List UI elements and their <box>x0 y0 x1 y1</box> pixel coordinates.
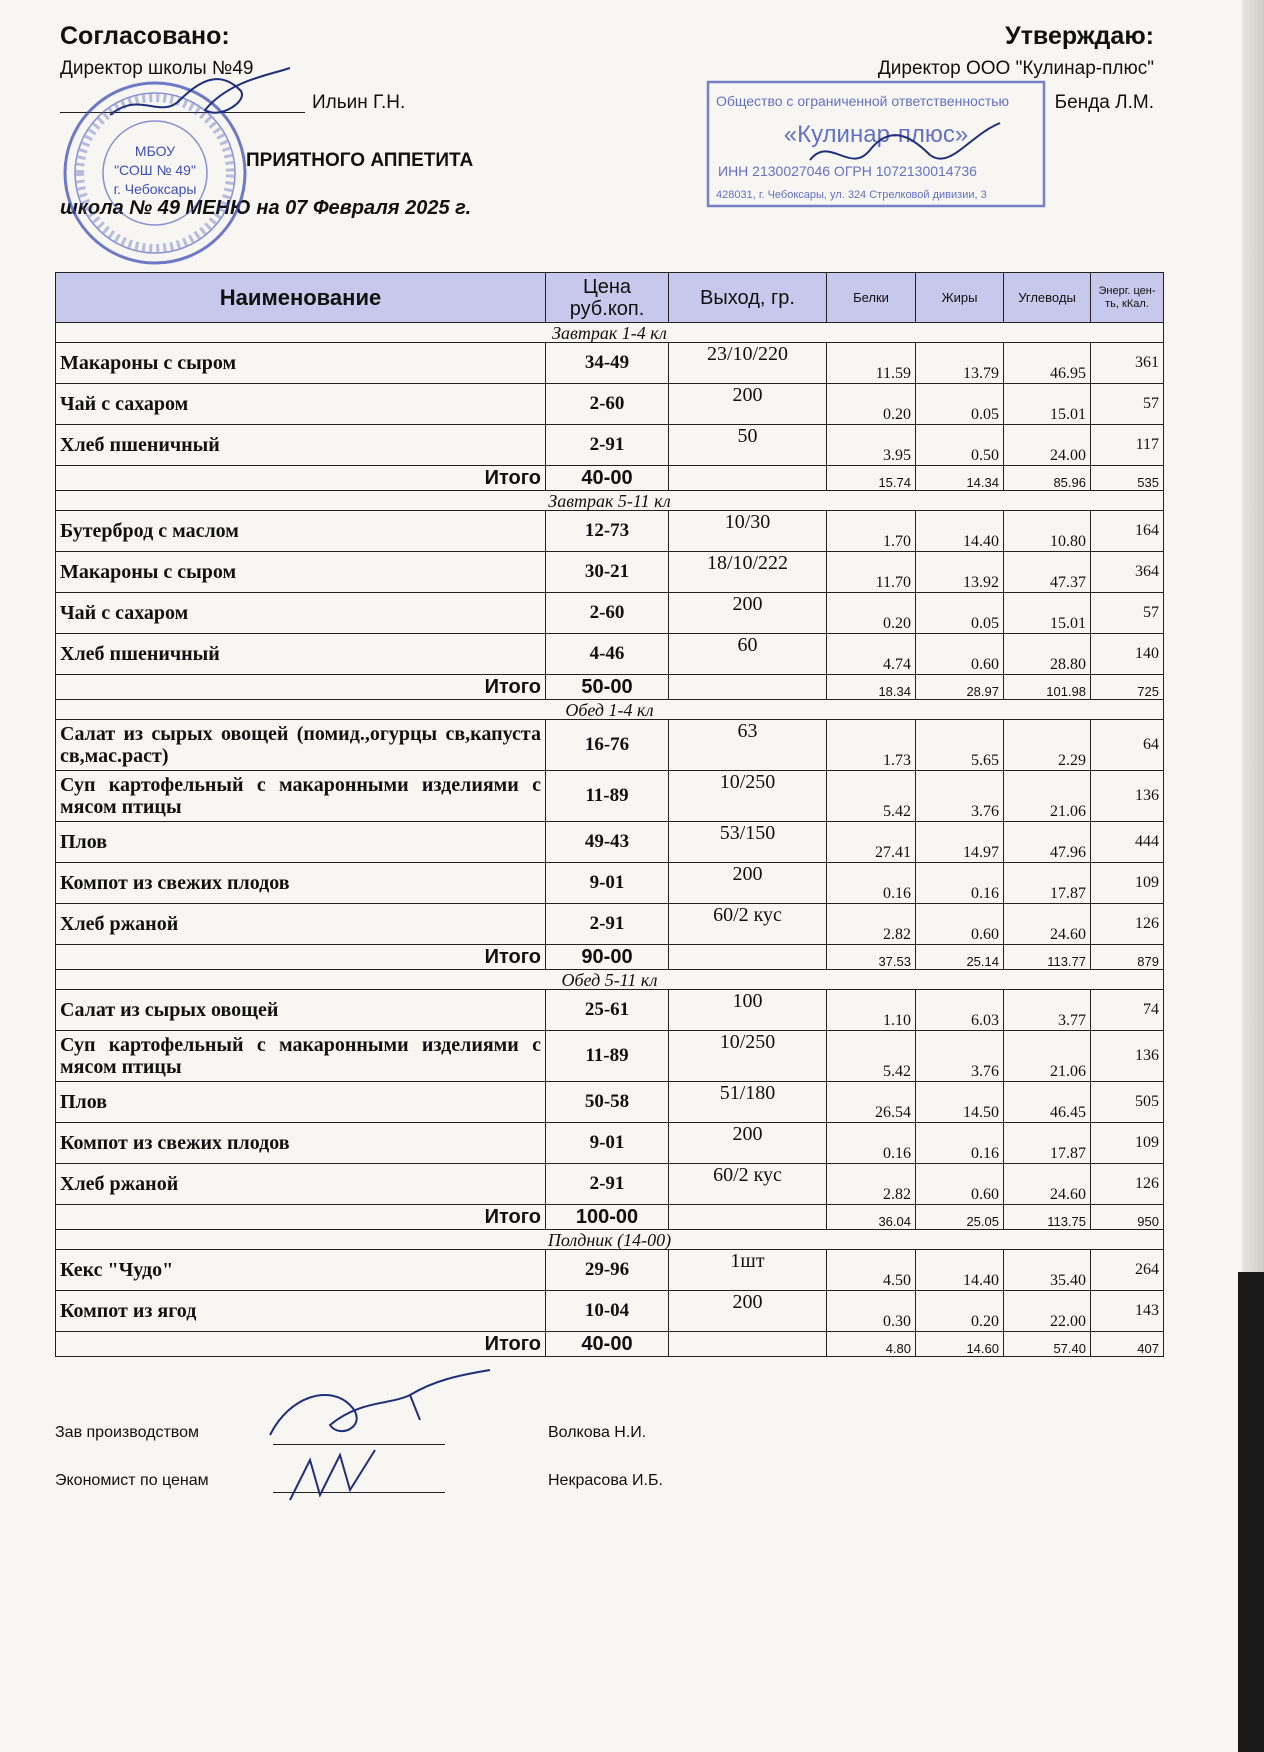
total-row <box>56 945 1164 970</box>
dish-price: 49-43 <box>546 822 669 863</box>
section-title: Полдник (14-00) <box>56 1230 1164 1250</box>
dish-fat: 0.20 <box>916 1291 1004 1332</box>
column-header-fat: Жиры <box>916 273 1004 323</box>
total-kcal: 950 <box>1091 1205 1164 1230</box>
company-director-name: Бенда Л.М. <box>1054 92 1154 113</box>
dish-name: Бутерброд с маслом <box>56 511 546 552</box>
dish-name: Компот из ягод <box>56 1291 546 1332</box>
dish-output: 60 <box>669 634 827 675</box>
company-stamp-name: «Кулинар-плюс» <box>783 121 969 148</box>
dish-carbs: 24.00 <box>1004 425 1091 466</box>
dish-price: 9-01 <box>546 863 669 904</box>
dish-price: 11-89 <box>546 1031 669 1082</box>
footer-row-economist <box>55 1472 209 1490</box>
dish-kcal: 57 <box>1091 384 1164 425</box>
table-row <box>56 1123 1164 1164</box>
dish-protein: 0.16 <box>827 1123 916 1164</box>
dish-fat: 14.50 <box>916 1082 1004 1123</box>
dish-output: 200 <box>669 593 827 634</box>
dish-name: Хлеб пшеничный <box>56 634 546 675</box>
stamp-line-1: МБОУ <box>134 143 176 159</box>
dish-carbs: 21.06 <box>1004 771 1091 822</box>
table-row <box>56 720 1164 771</box>
dish-fat: 14.40 <box>916 1250 1004 1291</box>
table-row <box>56 552 1164 593</box>
dish-name: Кекс "Чудо" <box>56 1250 546 1291</box>
dish-price: 34-49 <box>546 343 669 384</box>
dish-output: 10/250 <box>669 771 827 822</box>
school-director-name: Ильин Г.Н. <box>312 92 406 113</box>
dish-carbs: 46.95 <box>1004 343 1091 384</box>
total-fat: 14.60 <box>916 1332 1004 1357</box>
total-fat: 14.34 <box>916 466 1004 491</box>
company-director-label: Директор ООО "Кулинар-плюс" <box>877 58 1154 79</box>
dish-fat: 14.97 <box>916 822 1004 863</box>
dish-protein: 0.20 <box>827 384 916 425</box>
dish-fat: 14.40 <box>916 511 1004 552</box>
dish-output: 18/10/222 <box>669 552 827 593</box>
dish-fat: 13.92 <box>916 552 1004 593</box>
dish-output: 60/2 кус <box>669 904 827 945</box>
dish-output: 200 <box>669 863 827 904</box>
table-header-row <box>56 273 1164 323</box>
dish-protein: 26.54 <box>827 1082 916 1123</box>
total-price: 90-00 <box>546 945 669 970</box>
total-fat: 25.05 <box>916 1205 1004 1230</box>
dish-price: 2-60 <box>546 593 669 634</box>
school-director-label: Директор школы №49 <box>60 58 254 79</box>
dish-name: Плов <box>56 822 546 863</box>
dish-price: 10-04 <box>546 1291 669 1332</box>
menu-title: школа № 49 МЕНЮ на 07 Февраля 2025 г. <box>60 197 472 219</box>
total-carbs: 57.40 <box>1004 1332 1091 1357</box>
dish-price: 50-58 <box>546 1082 669 1123</box>
total-carbs: 101.98 <box>1004 675 1091 700</box>
dish-protein: 1.70 <box>827 511 916 552</box>
dish-fat: 0.50 <box>916 425 1004 466</box>
dish-fat: 5.65 <box>916 720 1004 771</box>
dish-price: 2-60 <box>546 384 669 425</box>
dish-fat: 3.76 <box>916 771 1004 822</box>
dish-price: 2-91 <box>546 425 669 466</box>
table-row <box>56 822 1164 863</box>
footer-row-production <box>55 1424 199 1442</box>
dish-fat: 0.60 <box>916 634 1004 675</box>
dish-output: 100 <box>669 990 827 1031</box>
table-row <box>56 1164 1164 1205</box>
dish-protein: 1.10 <box>827 990 916 1031</box>
dish-carbs: 24.60 <box>1004 904 1091 945</box>
column-header-protein: Белки <box>827 273 916 323</box>
dish-kcal: 109 <box>1091 863 1164 904</box>
section-title: Завтрак 5-11 кл <box>56 491 1164 511</box>
table-row <box>56 1250 1164 1291</box>
table-row <box>56 634 1164 675</box>
dish-kcal: 140 <box>1091 634 1164 675</box>
dish-price: 11-89 <box>546 771 669 822</box>
document-header <box>0 0 1264 270</box>
column-header-energy: Энерг. цен-ть, кКал. <box>1091 273 1164 323</box>
column-header-name: Наименование <box>56 273 546 323</box>
total-row <box>56 1205 1164 1230</box>
dish-price: 2-91 <box>546 904 669 945</box>
dish-carbs: 28.80 <box>1004 634 1091 675</box>
total-output-empty <box>669 1205 827 1230</box>
dish-name: Компот из свежих плодов <box>56 1123 546 1164</box>
section-row <box>56 491 1164 511</box>
economist-signature <box>280 1440 420 1510</box>
total-price: 50-00 <box>546 675 669 700</box>
dish-protein: 4.74 <box>827 634 916 675</box>
total-label: Итого <box>56 675 546 700</box>
total-price: 100-00 <box>546 1205 669 1230</box>
total-price: 40-00 <box>546 466 669 491</box>
dish-name: Макароны с сыром <box>56 552 546 593</box>
dish-name: Плов <box>56 1082 546 1123</box>
total-protein: 18.34 <box>827 675 916 700</box>
dish-carbs: 17.87 <box>1004 1123 1091 1164</box>
total-output-empty <box>669 466 827 491</box>
dish-name: Суп картофельный с макаронными изделиями с мясом птицы <box>56 1031 546 1082</box>
dish-kcal: 364 <box>1091 552 1164 593</box>
dish-price: 4-46 <box>546 634 669 675</box>
production-head-name: Волкова Н.И. <box>548 1424 647 1441</box>
dish-price: 25-61 <box>546 990 669 1031</box>
dish-price: 29-96 <box>546 1250 669 1291</box>
dish-output: 200 <box>669 1123 827 1164</box>
company-stamp-ids: ИНН 2130027046 ОГРН 1072130014736 <box>718 163 977 179</box>
dish-fat: 0.05 <box>916 593 1004 634</box>
table-row <box>56 343 1164 384</box>
dish-output: 63 <box>669 720 827 771</box>
dish-name: Салат из сырых овощей <box>56 990 546 1031</box>
dish-name: Суп картофельный с макаронными изделиями с мясом птицы <box>56 771 546 822</box>
school-director-signature <box>100 60 300 130</box>
total-fat: 28.97 <box>916 675 1004 700</box>
total-output-empty <box>669 1332 827 1357</box>
table-row <box>56 425 1164 466</box>
dish-fat: 0.16 <box>916 1123 1004 1164</box>
table-row <box>56 990 1164 1031</box>
total-row <box>56 1332 1164 1357</box>
dish-protein: 1.73 <box>827 720 916 771</box>
dish-carbs: 46.45 <box>1004 1082 1091 1123</box>
table-row <box>56 384 1164 425</box>
total-protein: 15.74 <box>827 466 916 491</box>
dish-fat: 6.03 <box>916 990 1004 1031</box>
dish-protein: 3.95 <box>827 425 916 466</box>
total-carbs: 113.75 <box>1004 1205 1091 1230</box>
dish-carbs: 47.37 <box>1004 552 1091 593</box>
total-protein: 37.53 <box>827 945 916 970</box>
dish-output: 200 <box>669 1291 827 1332</box>
dish-output: 50 <box>669 425 827 466</box>
total-row <box>56 675 1164 700</box>
total-label: Итого <box>56 945 546 970</box>
total-protein: 4.80 <box>827 1332 916 1357</box>
dish-output: 10/250 <box>669 1031 827 1082</box>
dish-name: Салат из сырых овощей (помид.,огурцы св,капуста св,мас.раст) <box>56 720 546 771</box>
total-output-empty <box>669 945 827 970</box>
dish-carbs: 21.06 <box>1004 1031 1091 1082</box>
dish-protein: 0.16 <box>827 863 916 904</box>
dish-name: Хлеб ржаной <box>56 904 546 945</box>
dish-kcal: 143 <box>1091 1291 1164 1332</box>
total-kcal: 407 <box>1091 1332 1164 1357</box>
table-row <box>56 511 1164 552</box>
menu-table <box>55 272 1164 1357</box>
table-row <box>56 1082 1164 1123</box>
dish-kcal: 136 <box>1091 1031 1164 1082</box>
confirm-label: Утверждаю: <box>1005 22 1154 50</box>
total-price: 40-00 <box>546 1332 669 1357</box>
table-row <box>56 1291 1164 1332</box>
total-kcal: 879 <box>1091 945 1164 970</box>
dish-kcal: 117 <box>1091 425 1164 466</box>
economist-name: Некрасова И.Б. <box>548 1472 663 1489</box>
dish-carbs: 35.40 <box>1004 1250 1091 1291</box>
dish-carbs: 15.01 <box>1004 593 1091 634</box>
company-stamp-address: 428031, г. Чебоксары, ул. 324 Стрелковой дивизии, 3 <box>716 189 987 201</box>
dish-kcal: 109 <box>1091 1123 1164 1164</box>
stamp-line-3: г. Чебоксары <box>113 181 197 197</box>
approved-label: Согласовано: <box>60 22 230 50</box>
dish-fat: 0.16 <box>916 863 1004 904</box>
total-label: Итого <box>56 1205 546 1230</box>
dish-protein: 11.70 <box>827 552 916 593</box>
dish-carbs: 10.80 <box>1004 511 1091 552</box>
dish-fat: 0.05 <box>916 384 1004 425</box>
dish-kcal: 136 <box>1091 771 1164 822</box>
dish-name: Хлеб ржаной <box>56 1164 546 1205</box>
table-row <box>56 863 1164 904</box>
column-header-price: Цена руб.коп. <box>546 273 669 323</box>
dish-kcal: 57 <box>1091 593 1164 634</box>
dish-name: Хлеб пшеничный <box>56 425 546 466</box>
dish-kcal: 264 <box>1091 1250 1164 1291</box>
section-title: Обед 5-11 кл <box>56 970 1164 990</box>
dish-output: 200 <box>669 384 827 425</box>
dish-carbs: 3.77 <box>1004 990 1091 1031</box>
section-row <box>56 323 1164 343</box>
total-row <box>56 466 1164 491</box>
dish-output: 10/30 <box>669 511 827 552</box>
table-row <box>56 771 1164 822</box>
total-kcal: 535 <box>1091 466 1164 491</box>
section-row <box>56 1230 1164 1250</box>
dish-price: 30-21 <box>546 552 669 593</box>
dish-price: 9-01 <box>546 1123 669 1164</box>
dish-name: Чай с сахаром <box>56 384 546 425</box>
scan-edge-shadow <box>1238 1272 1264 1752</box>
dish-protein: 5.42 <box>827 1031 916 1082</box>
dish-fat: 13.79 <box>916 343 1004 384</box>
dish-fat: 0.60 <box>916 904 1004 945</box>
production-head-role: Зав производством <box>55 1424 199 1441</box>
dish-carbs: 15.01 <box>1004 384 1091 425</box>
dish-output: 51/180 <box>669 1082 827 1123</box>
dish-name: Макароны с сыром <box>56 343 546 384</box>
dish-protein: 0.30 <box>827 1291 916 1332</box>
table-row <box>56 593 1164 634</box>
dish-carbs: 17.87 <box>1004 863 1091 904</box>
dish-protein: 27.41 <box>827 822 916 863</box>
dish-carbs: 22.00 <box>1004 1291 1091 1332</box>
total-carbs: 113.77 <box>1004 945 1091 970</box>
dish-carbs: 47.96 <box>1004 822 1091 863</box>
company-director-signature <box>800 115 1010 185</box>
dish-fat: 3.76 <box>916 1031 1004 1082</box>
stamp-line-2: "СОШ № 49" <box>114 162 196 178</box>
dish-output: 53/150 <box>669 822 827 863</box>
total-label: Итого <box>56 1332 546 1357</box>
dish-fat: 0.60 <box>916 1164 1004 1205</box>
section-row <box>56 700 1164 720</box>
dish-kcal: 126 <box>1091 1164 1164 1205</box>
dish-price: 16-76 <box>546 720 669 771</box>
dish-protein: 5.42 <box>827 771 916 822</box>
dish-kcal: 164 <box>1091 511 1164 552</box>
dish-kcal: 444 <box>1091 822 1164 863</box>
total-output-empty <box>669 675 827 700</box>
dish-protein: 2.82 <box>827 904 916 945</box>
economist-role: Экономист по ценам <box>55 1472 209 1489</box>
dish-name: Компот из свежих плодов <box>56 863 546 904</box>
dish-carbs: 2.29 <box>1004 720 1091 771</box>
section-title: Обед 1-4 кл <box>56 700 1164 720</box>
dish-protein: 4.50 <box>827 1250 916 1291</box>
table-row <box>56 904 1164 945</box>
dish-protein: 11.59 <box>827 343 916 384</box>
dish-output: 23/10/220 <box>669 343 827 384</box>
dish-protein: 2.82 <box>827 1164 916 1205</box>
dish-kcal: 126 <box>1091 904 1164 945</box>
dish-price: 2-91 <box>546 1164 669 1205</box>
dish-carbs: 24.60 <box>1004 1164 1091 1205</box>
company-stamp-type: Общество с ограниченной ответственностью <box>716 93 1010 109</box>
column-header-carbs: Углеводы <box>1004 273 1091 323</box>
dish-kcal: 64 <box>1091 720 1164 771</box>
total-carbs: 85.96 <box>1004 466 1091 491</box>
total-kcal: 725 <box>1091 675 1164 700</box>
column-header-output: Выход, гр. <box>669 273 827 323</box>
dish-output: 1шт <box>669 1250 827 1291</box>
dish-output: 60/2 кус <box>669 1164 827 1205</box>
dish-kcal: 74 <box>1091 990 1164 1031</box>
dish-name: Чай с сахаром <box>56 593 546 634</box>
dish-price: 12-73 <box>546 511 669 552</box>
section-row <box>56 970 1164 990</box>
table-row <box>56 1031 1164 1082</box>
dish-kcal: 505 <box>1091 1082 1164 1123</box>
section-title: Завтрак 1-4 кл <box>56 323 1164 343</box>
appetite-greeting: ПРИЯТНОГО АППЕТИТА <box>246 150 474 171</box>
total-fat: 25.14 <box>916 945 1004 970</box>
total-protein: 36.04 <box>827 1205 916 1230</box>
total-label: Итого <box>56 466 546 491</box>
dish-kcal: 361 <box>1091 343 1164 384</box>
dish-protein: 0.20 <box>827 593 916 634</box>
